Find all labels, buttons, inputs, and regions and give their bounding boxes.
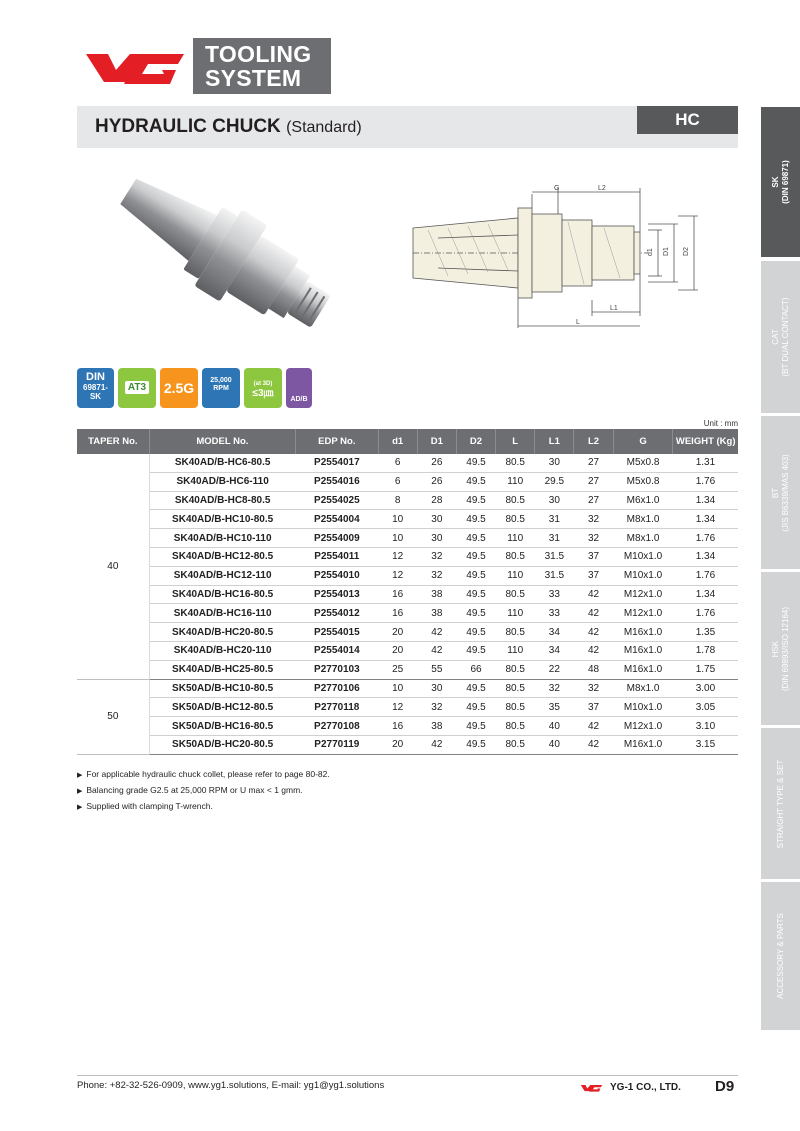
table-cell: M8x1.0 [613,510,673,529]
column-header: EDP No. [296,429,378,454]
model-cell: SK40AD/B-HC10-110 [149,529,295,548]
page-title-sub: (Standard) [286,119,362,136]
table-cell: 40 [535,735,574,754]
brand-line1: TOOLING [205,41,312,67]
footer-divider [77,1075,738,1076]
table-cell: M10x1.0 [613,547,673,566]
table-cell: 32 [417,547,456,566]
table-cell: 32 [417,698,456,717]
side-tab-sk[interactable] [761,107,800,259]
table-cell: M12x1.0 [613,604,673,623]
side-tab-bt-line2: (JIS B6339/MAS 403) [780,453,790,532]
table-cell: 42 [574,735,613,754]
table-cell: 49.5 [456,472,495,491]
table-cell: 1.34 [673,585,738,604]
table-cell: 12 [378,566,417,585]
table-cell: 6 [378,454,417,472]
table-cell: 31 [535,529,574,548]
table-cell: 49.5 [456,566,495,585]
table-cell: 110 [496,641,535,660]
table-cell: 37 [574,547,613,566]
edp-cell: P2554017 [296,454,378,472]
table-cell: 20 [378,623,417,642]
table-cell: 8 [378,491,417,510]
spec-table [77,429,738,755]
table-cell: 31 [535,510,574,529]
table-cell: 1.76 [673,604,738,623]
brand-line2: SYSTEM [205,65,302,91]
table-row [77,547,738,566]
table-cell: 1.76 [673,472,738,491]
table-cell: 25 [378,660,417,679]
din-badge-line2: 69871- [83,383,108,392]
model-cell: SK40AD/B-HC20-110 [149,641,295,660]
note-item: ▶ Supplied with clamping T-wrench. [77,799,330,815]
table-cell: 33 [535,585,574,604]
table-cell: 27 [574,454,613,472]
table-cell: 10 [378,679,417,698]
table-cell: 49.5 [456,585,495,604]
model-cell: SK50AD/B-HC16-80.5 [149,717,295,736]
table-cell: 49.5 [456,679,495,698]
table-cell: 42 [417,623,456,642]
table-cell: 30 [417,529,456,548]
footer-logo-icon [578,1082,604,1094]
column-header: D2 [456,429,495,454]
table-header-row [77,429,738,454]
side-tab-bt[interactable] [761,416,800,571]
table-cell: 49.5 [456,623,495,642]
column-header: G [613,429,673,454]
table-cell: 1.75 [673,660,738,679]
table-cell: 1.34 [673,491,738,510]
runout-badge-note: (at 3D) [253,381,273,387]
table-cell: M16x1.0 [613,660,673,679]
table-cell: 42 [417,641,456,660]
notes [77,767,330,815]
table-cell: 38 [417,585,456,604]
model-cell: SK40AD/B-HC25-80.5 [149,660,295,679]
table-cell: 3.10 [673,717,738,736]
at3-badge [118,368,156,408]
table-cell: 80.5 [496,510,535,529]
rpm-badge-value: 25,000 [210,377,232,384]
rpm-badge [202,368,240,408]
table-cell: 80.5 [496,660,535,679]
edp-cell: P2554014 [296,641,378,660]
drawing-label-d2: D2 [683,247,690,256]
table-cell: 16 [378,585,417,604]
table-cell: 80.5 [496,585,535,604]
table-row [77,698,738,717]
table-cell: 49.5 [456,604,495,623]
footer-contact: Phone: +82-32-526-0909, www.yg1.solutions, E-mail: yg1@yg1.solutions [77,1080,385,1091]
table-cell: 35 [535,698,574,717]
column-header: MODEL No. [149,429,295,454]
table-cell: 16 [378,717,417,736]
model-cell: SK40AD/B-HC10-80.5 [149,510,295,529]
table-cell: 1.78 [673,641,738,660]
table-cell: 22 [535,660,574,679]
table-cell: 42 [574,623,613,642]
table-cell: 27 [574,491,613,510]
table-cell: 1.34 [673,547,738,566]
side-tab-sk-line2: (DIN 69871) [780,160,790,204]
table-cell: M12x1.0 [613,717,673,736]
table-cell: 30 [417,510,456,529]
table-cell: 80.5 [496,717,535,736]
table-cell: 110 [496,472,535,491]
table-cell: 80.5 [496,623,535,642]
din-badge-line3: SK [89,392,102,401]
side-tab-accessory-label: ACCESSORY & PARTS [775,913,785,999]
model-cell: SK40AD/B-HC16-110 [149,604,295,623]
table-cell: 42 [574,641,613,660]
page-number: D9 [715,1078,735,1095]
table-cell: M5x0.8 [613,454,673,472]
table-cell: M10x1.0 [613,698,673,717]
table-cell: 37 [574,698,613,717]
table-cell: 32 [574,510,613,529]
side-tab-cat[interactable] [761,261,800,415]
table-cell: 33 [535,604,574,623]
table-cell: M8x1.0 [613,529,673,548]
model-cell: SK50AD/B-HC10-80.5 [149,679,295,698]
table-cell: M10x1.0 [613,566,673,585]
side-tab-hsk-line1: HSK [770,640,780,657]
table-cell: 49.5 [456,735,495,754]
table-cell: 80.5 [496,454,535,472]
table-cell: M12x1.0 [613,585,673,604]
table-cell: 42 [574,717,613,736]
runout-badge [244,368,282,408]
table-cell: 42 [574,585,613,604]
column-header: L1 [535,429,574,454]
page-title-main: HYDRAULIC CHUCK [95,116,281,137]
table-cell: 31.5 [535,547,574,566]
table-cell: 38 [417,604,456,623]
edp-cell: P2554009 [296,529,378,548]
table-row [77,566,738,585]
table-row [77,510,738,529]
table-cell: 1.76 [673,566,738,585]
model-cell: SK50AD/B-HC12-80.5 [149,698,295,717]
table-cell: 3.15 [673,735,738,754]
balance-badge: 2.5G [160,368,198,408]
table-cell: 48 [574,660,613,679]
table-cell: 80.5 [496,547,535,566]
side-tab-straight[interactable] [761,728,800,881]
category-badge: HC [637,106,738,134]
table-cell: 38 [417,717,456,736]
table-cell: 110 [496,529,535,548]
table-cell: 49.5 [456,698,495,717]
brand-box [193,38,331,94]
technical-drawing [408,180,703,335]
table-cell: 49.5 [456,491,495,510]
edp-cell: P2554015 [296,623,378,642]
table-cell: 12 [378,698,417,717]
table-cell: M8x1.0 [613,679,673,698]
model-cell: SK40AD/B-HC16-80.5 [149,585,295,604]
table-row [77,623,738,642]
column-header: TAPER No. [77,429,149,454]
table-cell: 34 [535,623,574,642]
table-row [77,717,738,736]
table-cell: 34 [535,641,574,660]
drawing-label-d1: D1 [663,247,670,256]
table-cell: 31.5 [535,566,574,585]
table-cell: 3.00 [673,679,738,698]
drawing-label-l: L [576,319,580,326]
din-badge-line1: DIN [86,371,105,383]
model-cell: SK50AD/B-HC20-80.5 [149,735,295,754]
table-row [77,454,738,472]
table-cell: 80.5 [496,491,535,510]
table-cell: 49.5 [456,510,495,529]
column-header: D1 [417,429,456,454]
table-cell: 49.5 [456,529,495,548]
model-cell: SK40AD/B-HC12-80.5 [149,547,295,566]
table-cell: 27 [574,472,613,491]
column-header: WEIGHT (Kg) [673,429,738,454]
table-cell: 20 [378,641,417,660]
table-cell: 16 [378,604,417,623]
table-cell: M16x1.0 [613,623,673,642]
model-cell: SK40AD/B-HC8-80.5 [149,491,295,510]
adb-badge-label: AD/B [290,396,308,403]
unit-label: Unit : mm [703,419,738,428]
edp-cell: P2770103 [296,660,378,679]
side-tab-sk-line1: SK [770,176,780,188]
table-cell: 32 [417,566,456,585]
model-cell: SK40AD/B-HC12-110 [149,566,295,585]
table-cell: 80.5 [496,679,535,698]
table-cell: 1.34 [673,510,738,529]
side-tab-bt-line1: BT [770,487,780,498]
edp-cell: P2770118 [296,698,378,717]
note-item: ▶ Balancing grade G2.5 at 25,000 RPM or U max < 1 gmm. [77,783,330,799]
drawing-label-l2: L2 [598,185,606,192]
table-row [77,529,738,548]
table-cell: 80.5 [496,698,535,717]
table-row [77,604,738,623]
drawing-label-g: G [554,185,560,192]
table-row [77,641,738,660]
table-cell: 110 [496,604,535,623]
edp-cell: P2554016 [296,472,378,491]
footer-company: YG-1 CO., LTD. [610,1082,681,1093]
edp-cell: P2554025 [296,491,378,510]
table-cell: 37 [574,566,613,585]
table-cell: 6 [378,472,417,491]
table-cell: 49.5 [456,454,495,472]
edp-cell: P2554012 [296,604,378,623]
table-cell: 3.05 [673,698,738,717]
table-cell: 12 [378,547,417,566]
product-image [118,160,343,350]
side-tab-hsk[interactable] [761,572,800,727]
table-cell: 26 [417,472,456,491]
table-cell: 40 [535,717,574,736]
edp-cell: P2770106 [296,679,378,698]
side-tab-cat-line1: CAT [770,329,780,345]
table-cell: 30 [417,679,456,698]
yg-logo-icon [78,40,188,95]
table-cell: 1.76 [673,529,738,548]
table-cell: 49.5 [456,547,495,566]
table-cell: 55 [417,660,456,679]
table-cell: 80.5 [496,735,535,754]
taper-cell: 50 [77,679,149,754]
edp-cell: P2554011 [296,547,378,566]
table-cell: M16x1.0 [613,641,673,660]
table-row [77,660,738,679]
table-cell: M16x1.0 [613,735,673,754]
adb-badge [286,368,312,408]
runout-badge-value: ≤3㎛ [252,388,274,399]
table-cell: 30 [535,491,574,510]
table-cell: 20 [378,735,417,754]
table-cell: 26 [417,454,456,472]
model-cell: SK40AD/B-HC6-80.5 [149,454,295,472]
table-cell: 49.5 [456,641,495,660]
model-cell: SK40AD/B-HC20-80.5 [149,623,295,642]
table-cell: 10 [378,529,417,548]
table-cell: 28 [417,491,456,510]
rpm-badge-unit: RPM [213,385,229,392]
note-item: ▶ For applicable hydraulic chuck collet, please refer to page 80-82. [77,767,330,783]
table-cell: 42 [417,735,456,754]
table-cell: 42 [574,604,613,623]
column-header: L2 [574,429,613,454]
table-row [77,585,738,604]
edp-cell: P2770119 [296,735,378,754]
side-tab-cat-line2: (BT DUAL CONTACT) [780,297,790,377]
taper-cell: 40 [77,454,149,679]
table-cell: M6x1.0 [613,491,673,510]
page-title [95,116,362,138]
table-cell: 10 [378,510,417,529]
table-cell: 29.5 [535,472,574,491]
column-header: L [496,429,535,454]
side-tab-hsk-line2: (DIN 69893/ISO 12164) [780,606,790,691]
column-header: d1 [378,429,417,454]
table-cell: 32 [535,679,574,698]
table-cell: 1.31 [673,454,738,472]
din-badge [77,368,114,408]
model-cell: SK40AD/B-HC6-110 [149,472,295,491]
table-row [77,491,738,510]
edp-cell: P2770108 [296,717,378,736]
table-cell: M5x0.8 [613,472,673,491]
edp-cell: P2554013 [296,585,378,604]
table-cell: 30 [535,454,574,472]
table-cell: 32 [574,679,613,698]
drawing-label-d1-small: d1 [647,248,654,256]
table-cell: 49.5 [456,717,495,736]
table-row [77,679,738,698]
table-row [77,472,738,491]
edp-cell: P2554004 [296,510,378,529]
at3-badge-label: AT3 [125,381,149,394]
table-cell: 66 [456,660,495,679]
table-cell: 110 [496,566,535,585]
table-cell: 32 [574,529,613,548]
table-row [77,735,738,754]
side-tab-straight-label: STRAIGHT TYPE & SET [775,759,785,848]
table-cell: 1.35 [673,623,738,642]
side-tab-accessory[interactable] [761,882,800,1032]
edp-cell: P2554010 [296,566,378,585]
drawing-label-l1: L1 [610,305,618,312]
